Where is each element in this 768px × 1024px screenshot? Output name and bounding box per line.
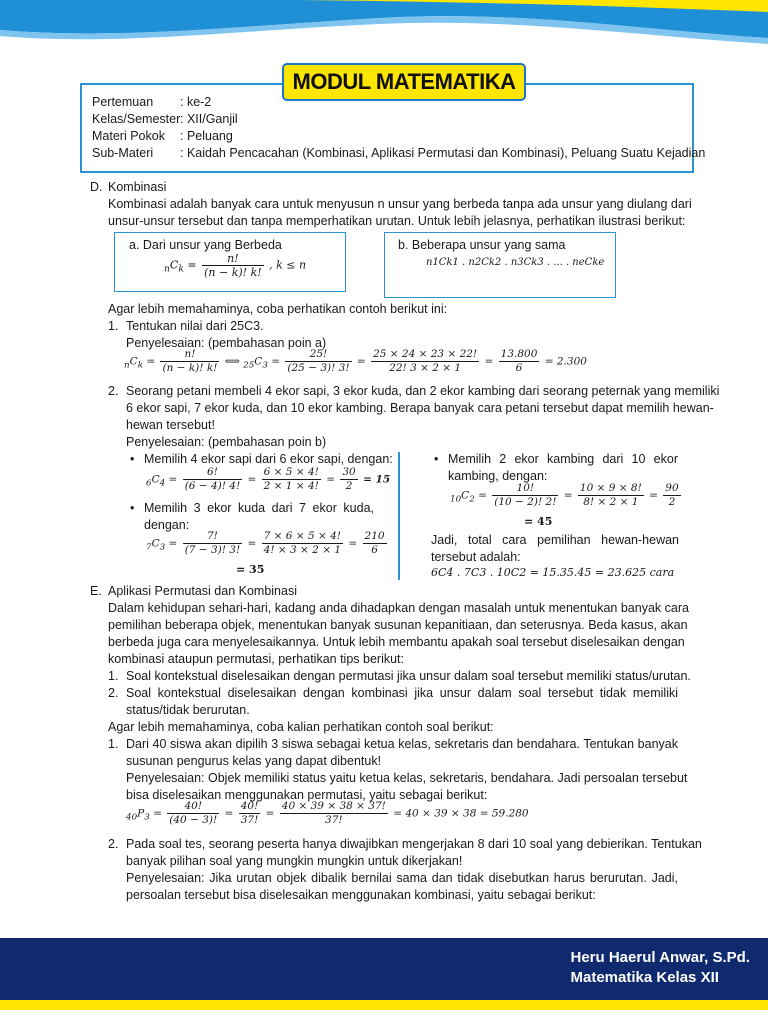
- example-1-result: 13.800: [500, 348, 538, 360]
- section-d-more: Agar lebih memahaminya, coba perhatikan contoh berikut ini:: [108, 302, 448, 316]
- tip-2-line2: status/tidak berurutan.: [126, 703, 250, 717]
- info-label: Materi Pokok: [92, 129, 165, 143]
- question-2-line2: banyak pilihan soal yang mungkin mungkin untuk dikerjakan!: [126, 854, 463, 868]
- bullet-kambing-line1: • Memilih 2 ekor kambing dari 10 ekor: [448, 452, 678, 466]
- section-e-para-line2: pemilihan beberapa objek, menentukan banyak susunan kepanitiaan, dan seterusnya. Beda kasus, akan: [108, 618, 688, 632]
- permutation-equation: $_{40}P_3$ = $\frac{40!}{(40 - 3)!}$ = $\frac{40!}{37!}$ = $\frac{40 \times 39 \times 38 \times 37!}{37!}$ = 40 × 39 × 38 = 59.280: [126, 800, 529, 826]
- example-1-equation: $_nC_k$ = $\frac{n!}{(n - k)! k!}$ ⟺ $_{25}C_3$ = $\frac{25!}{(25 - 3)! 3!}$ = $\frac{25 \times 24 \times 23 \times 22!}{22! 3 \times 2 \times 1}$ = $\frac{13.800}{6}$ = 2.300: [124, 348, 587, 374]
- tip-2-line1: Soal kontekstual diselesaikan dengan kombinasi jika unsur dalam soal tersebut tidak memiliki: [126, 686, 678, 700]
- question-2-number: 2.: [108, 837, 119, 851]
- question-2-line1: Pada soal tes, seorang peserta hanya diwajibkan mengerjakan 8 dari 10 soal yang debierikan. Tentukan: [126, 837, 702, 851]
- kambing-result: = 45: [524, 515, 553, 528]
- info-value: : ke-2: [180, 95, 212, 109]
- bullet-kuda-line1: • Memilih 3 ekor kuda dari 7 ekor kuda,: [144, 501, 374, 515]
- kambing-equation: $_{10}C_2$ = $\frac{10!}{(10 - 2)! 2!}$ = $\frac{10 \times 9 \times 8!}{8! \times 2 \times 1}$ = $\frac{90}{2}$: [450, 482, 679, 508]
- formula-box-distinct-title: a. Dari unsur yang Berbeda: [129, 238, 282, 252]
- info-value: : XII/Ganjil: [180, 112, 238, 126]
- section-e-letter: E.: [90, 584, 102, 598]
- repeated-combination-formula: n1Ck1 . n2Ck2 . n3Ck3 . ... . neCke: [426, 257, 605, 268]
- question-1-line2: susunan pengurus kelas yang dapat dibentuk!: [126, 754, 382, 768]
- section-e-para-line1: Dalam kehidupan sehari-hari, kadang anda dihadapkan dengan masalah untuk menentukan banyak cara: [108, 601, 689, 615]
- total-formula: 6C4 . 7C3 . 10C2 = 15.35.45 = 23.625 cara: [431, 566, 675, 579]
- example-2-solution-label: Penyelesaian: (pembahasan poin b): [126, 435, 327, 449]
- author-subject: Matematika Kelas XII: [570, 969, 719, 986]
- info-label: Kelas/Semester: [92, 112, 181, 126]
- question-2-solution-line2: persoalan tersebut bisa diselesaikan menggunakan kombinasi, yaitu sebagai berikut:: [126, 888, 596, 902]
- sapi-equation: $_6C_4$ = $\frac{6!}{(6 - 4)! 4!}$ = $\frac{6 \times 5 \times 4!}{2 \times 1 \times 4!}$ = $\frac{30}{2}$ = 15: [146, 466, 391, 492]
- footer-stripe: [0, 1000, 768, 1010]
- footer-author: [571, 948, 751, 988]
- example-1-denominator: 6: [515, 362, 523, 374]
- total-line2: tersebut adalah:: [431, 550, 521, 564]
- section-e-para-line3: berbeda juga cara menyelesaikannya. Untuk lebih membantu apakah soal tersebut diselesaikan dengan: [108, 635, 685, 649]
- kuda-equation: $_7C_3$ = $\frac{7!}{(7 - 3)! 3!}$ = $\frac{7 \times 6 \times 5 \times 4!}{4! \times 3 \times 2 \times 1}$ = $\frac{210}{6}$: [146, 530, 385, 556]
- example-1-text: Tentukan nilai dari 25C3.: [126, 319, 264, 333]
- section-d-letter: D.: [90, 180, 103, 194]
- example-1-solution-label: Penyelesaian: (pembahasan poin a): [126, 336, 327, 350]
- combination-formula: $_nC_k$ = $\frac{n!}{(n - k)! k!}$ , k ≤ n: [164, 252, 307, 279]
- example-2-number: 2.: [108, 384, 119, 398]
- formula-box-repeated-title: b. Beberapa unsur yang sama: [398, 238, 566, 252]
- example-2-line1: Seorang petani membeli 4 ekor sapi, 3 ekor kuda, dan 2 ekor kambing dari seorang peternak yang memiliki: [126, 384, 720, 398]
- tip-1-text: Soal kontekstual diselesaikan dengan permutasi jika unsur dalam soal tersebut memiliki status/urutan.: [126, 669, 691, 683]
- question-1-line1: Dari 40 siswa akan dipilih 3 siswa sebagai ketua kelas, sekretaris dan bendahara. Tentukan banyak: [126, 737, 678, 751]
- column-divider: [398, 452, 400, 580]
- info-label: Pertemuan: [92, 95, 154, 109]
- section-e-more: Agar lebih memahaminya, coba kalian perhatikan contoh soal berikut:: [108, 720, 494, 734]
- question-1-solution-line1: Penyelesaian: Objek memiliki status yaitu ketua kelas, sekretaris, bendahara. Jadi persoalan tersebut: [126, 771, 688, 785]
- section-d-intro-line1: Kombinasi adalah banyak cara untuk menyusun n unsur yang berbeda tanpa ada unsur yang diulang dari: [108, 197, 692, 211]
- section-d-title: Kombinasi: [108, 180, 167, 194]
- example-2-line2: 6 ekor sapi, 7 ekor kuda, dan 10 ekor kambing. Berapa banyak cara petani tersebut dapat memilih hewan-: [126, 401, 714, 415]
- kuda-result: = 35: [236, 563, 265, 576]
- info-value: : Kaidah Pencacahan (Kombinasi, Aplikasi Permutasi dan Kombinasi), Peluang Suatu Kejadian: [180, 146, 706, 160]
- question-1-solution-line2: bisa diselesaikan menggunakan permutasi, yaitu sebagai berikut:: [126, 788, 488, 802]
- author-name: Heru Haerul Anwar, S.Pd.: [570, 949, 750, 966]
- module-title: MODUL MATEMATIKA: [282, 63, 526, 101]
- tip-2-number: 2.: [108, 686, 119, 700]
- permutation-result: = 40 × 39 × 38 = 59.280: [393, 807, 529, 820]
- bullet-kambing-line2: kambing, dengan:: [448, 469, 548, 483]
- section-e-para-line4: kombinasi ataupun permutasi, perhatikan tips berikut:: [108, 652, 404, 666]
- section-e-title: Aplikasi Permutasi dan Kombinasi: [108, 584, 297, 598]
- total-line1: Jadi, total cara pemilihan hewan-hewan: [431, 533, 679, 547]
- question-1-number: 1.: [108, 737, 119, 751]
- example-2-line3: hewan tersebut!: [126, 418, 215, 432]
- info-value: : Peluang: [180, 129, 233, 143]
- tip-1-number: 1.: [108, 669, 119, 683]
- example-1-number: 1.: [108, 319, 119, 333]
- info-label: Sub-Materi: [92, 146, 154, 160]
- example-1-final: = 2.300: [544, 355, 587, 368]
- bullet-kuda-line2: dengan:: [144, 518, 190, 532]
- sapi-result: = 15: [363, 473, 391, 486]
- bullet-sapi: • Memilih 4 ekor sapi dari 6 ekor sapi, dengan:: [144, 452, 393, 466]
- section-d-intro-line2: unsur-unsur tersebut dan tanpa memperhatikan urutan. Untuk lebih jelasnya, perhatikan ilustrasi berikut:: [108, 214, 686, 228]
- question-2-solution-line1: Penyelesaian: Jika urutan objek dibalik bernilai sama dan tidak disebutkan harus berurutan. Jadi,: [126, 871, 678, 885]
